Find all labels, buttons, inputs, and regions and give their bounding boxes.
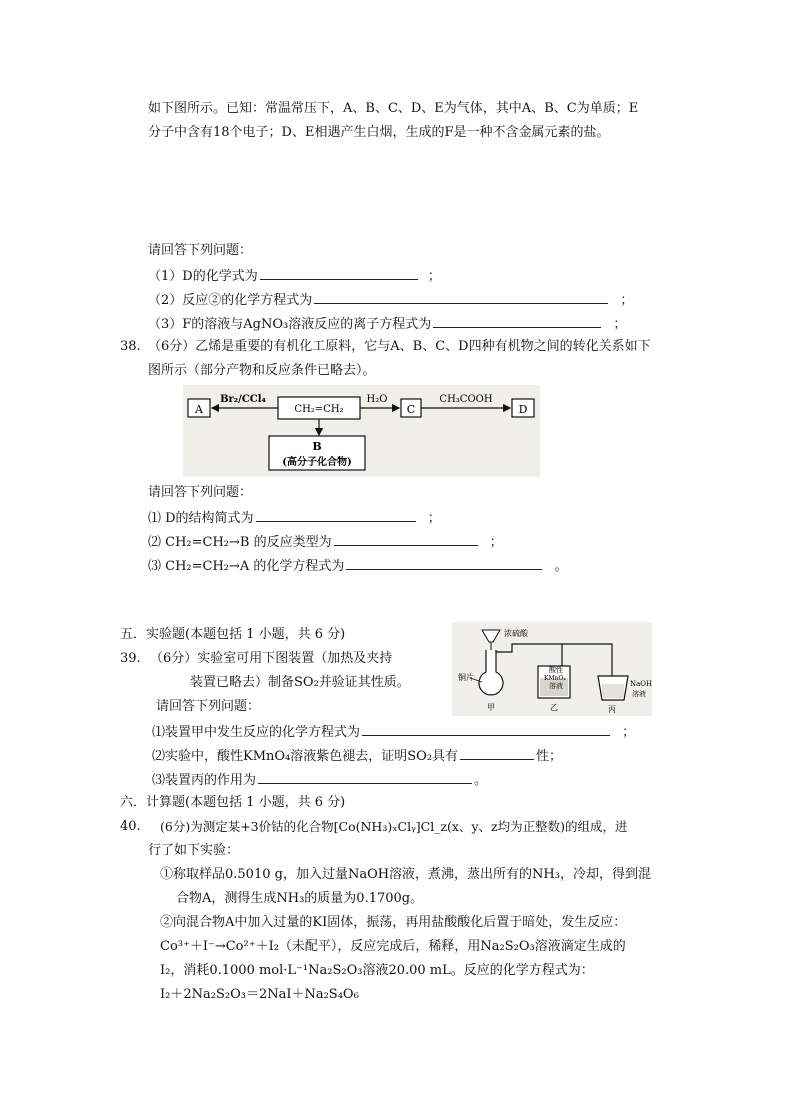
q39-apparatus bbox=[452, 622, 652, 716]
q40-line-2: 行了如下实验： bbox=[148, 843, 240, 858]
q40-step2-line-1: ②向混合物A中加入过量的KI固体，振荡，再用盐酸酸化后置于暗处，发生反应： bbox=[160, 915, 627, 930]
q38-sub2-semicolon: ； bbox=[489, 535, 503, 550]
q37-sub2-semicolon: ； bbox=[620, 293, 634, 308]
q38-reagent-c: H₂O bbox=[366, 394, 388, 405]
tube-1 bbox=[496, 644, 562, 666]
q38-sub1-answer-blank[interactable] bbox=[256, 508, 416, 522]
q38-sub2 bbox=[148, 532, 503, 552]
q38-number: 38. bbox=[120, 339, 141, 354]
q40-step2-line-3: I₂，消耗0.1000 mol·L⁻¹Na₂S₂O₃溶液20.00 mL。反应的化学方程式为： bbox=[160, 963, 594, 978]
q37-sub2 bbox=[148, 290, 633, 310]
naoh-label-2: 溶液 bbox=[632, 690, 646, 698]
kmno4-label-2: KMnO₄ bbox=[544, 675, 566, 682]
q38-sub1-semicolon: ； bbox=[427, 511, 441, 526]
q37-sub3-text: （3）F的溶液与AgNO₃溶液反应的离子方程式为 bbox=[148, 317, 432, 332]
q37-sub1-answer-blank[interactable] bbox=[260, 266, 418, 280]
section5-heading: 五．实验题(本题包括 1 小题，共 6 分) bbox=[120, 627, 346, 642]
q40-line-1: (6分)为测定某+3价钴的化合物[Co(NH₃)ₓClᵧ]Cl_z(x、y、z均为正整数)的组成，进 bbox=[160, 819, 628, 834]
acid-label: 浓硫酸 bbox=[504, 629, 528, 638]
separatory-funnel bbox=[482, 630, 500, 642]
q38-prompt: 请回答下列问题： bbox=[148, 485, 253, 500]
q38-reagent-a: Br₂/CCl₄ bbox=[220, 394, 266, 405]
intro-line-2: 分子中含有18个电子；D、E相遇产生白烟，生成的F是一种不含金属元素的盐。 bbox=[148, 125, 610, 140]
q40-step1-line-1: ①称取样品0.5010 g，加入过量NaOH溶液，煮沸，蒸出所有的NH₃，冷却，得到混 bbox=[160, 867, 651, 882]
jia-label: 甲 bbox=[487, 703, 495, 712]
q37-sub1-text: （1）D的化学式为 bbox=[148, 269, 258, 284]
q38-sub1-text: ⑴ D的结构简式为 bbox=[148, 511, 254, 526]
yi-label: 乙 bbox=[550, 703, 558, 712]
q37-prompt: 请回答下列问题： bbox=[148, 243, 253, 258]
q37-sub2-text: （2）反应②的化学方程式为 bbox=[148, 293, 313, 308]
q39-sub1-text: ⑴装置甲中发生反应的化学方程式为 bbox=[152, 725, 361, 740]
q39-sub3-period: 。 bbox=[474, 773, 488, 788]
q39-sub2-answer-blank[interactable] bbox=[460, 746, 534, 760]
q38-box-a-label: A bbox=[195, 403, 203, 416]
naoh-solution bbox=[602, 684, 624, 698]
q40-step2-line-2: Co³⁺＋I⁻→Co²⁺＋I₂（未配平），反应完成后，稀释，用Na₂S₂O₃溶液滴定生成的 bbox=[160, 939, 626, 954]
q39-number: 39. bbox=[120, 651, 141, 666]
q39-sub3-text: ⑶装置丙的作用为 bbox=[152, 773, 257, 788]
q37-sub2-answer-blank[interactable] bbox=[314, 290, 608, 304]
q40-step1-line-2: 合物A，测得生成NH₃的质量为0.1700g。 bbox=[176, 891, 424, 906]
q38-line-1: （6分）乙烯是重要的有机化工原料，它与A、B、C、D四种有机物之间的转化关系如下 bbox=[148, 339, 651, 354]
q37-sub1 bbox=[148, 266, 441, 286]
q38-sub2-answer-blank[interactable] bbox=[334, 532, 478, 546]
q39-sub2 bbox=[152, 746, 562, 766]
q38-box-d-label: D bbox=[518, 403, 528, 416]
q39-sub3 bbox=[152, 770, 487, 790]
q38-sub2-text: ⑵ CH₂=CH₂→B 的反应类型为 bbox=[148, 535, 332, 550]
q39-line-1: （6分）实验室可用下图装置（加热及夹持 bbox=[150, 651, 393, 666]
q37-sub3 bbox=[148, 314, 626, 334]
q39-sub1-answer-blank[interactable] bbox=[362, 722, 610, 736]
q38-sub3-period: 。 bbox=[554, 559, 568, 574]
naoh-label-1: NaOH bbox=[630, 680, 652, 688]
q39-sub1-semicolon: ； bbox=[622, 725, 636, 740]
q38-sub3-text: ⑶ CH₂=CH₂→A 的化学方程式为 bbox=[148, 559, 345, 574]
q39-prompt: 请回答下列问题： bbox=[156, 699, 261, 714]
q37-sub3-answer-blank[interactable] bbox=[433, 314, 601, 328]
intro-line-1: 如下图所示。已知：常温常压下，A、B、C、D、E为气体，其中A、B、C为单质；E bbox=[148, 101, 639, 116]
q37-sub3-semicolon: ； bbox=[613, 317, 627, 332]
q38-box-b-label: B bbox=[312, 440, 322, 453]
q38-box-c-label: C bbox=[406, 403, 416, 416]
q38-line-2: 图所示（部分产物和反应条件已略去）。 bbox=[148, 363, 376, 378]
q39-sub2-suffix: 性； bbox=[536, 749, 563, 764]
q37-sub1-semicolon: ； bbox=[427, 269, 441, 284]
q39-line-2: 装置已略去）制备SO₂并验证其性质。 bbox=[190, 675, 410, 690]
flask-jia bbox=[479, 650, 503, 695]
copper-label: 铜片 bbox=[458, 673, 474, 682]
q39-sub3-answer-blank[interactable] bbox=[258, 770, 472, 784]
q38-sub1 bbox=[148, 508, 441, 528]
q40-step2-line-4: I₂＋2Na₂S₂O₃＝2NaI＋Na₂S₄O₆ bbox=[160, 987, 359, 1002]
kmno4-label-3: 溶液 bbox=[549, 682, 563, 690]
q38-diagram bbox=[183, 385, 540, 477]
bing-label: 丙 bbox=[608, 705, 616, 714]
q38-sub3-answer-blank[interactable] bbox=[346, 556, 542, 570]
kmno4-label-1: 酸性 bbox=[549, 666, 563, 674]
q39-sub2-text: ⑵实验中，酸性KMnO₄溶液紫色褪去，证明SO₂具有 bbox=[152, 749, 459, 764]
q38-reagent-d: CH₃COOH bbox=[439, 394, 493, 405]
q39-sub1 bbox=[152, 722, 635, 742]
section6-heading: 六．计算题(本题包括 1 小题，共 6 分) bbox=[120, 795, 346, 810]
q38-sub3 bbox=[148, 556, 568, 576]
q38-center-label: CH₂=CH₂ bbox=[294, 404, 344, 415]
q38-box-b-desc: (高分子化合物) bbox=[282, 457, 352, 468]
q40-number: 40. bbox=[120, 819, 141, 834]
